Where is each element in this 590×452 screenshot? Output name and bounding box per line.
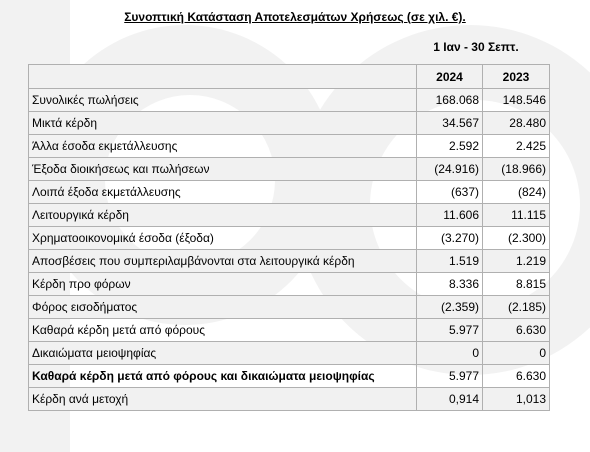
table-row — [29, 204, 550, 227]
row-label: Καθαρά κέρδη μετά από φόρους — [29, 319, 417, 342]
row-label: Αποσβέσεις που συμπεριλαμβάνονται στα λειτουργικά κέρδη — [29, 250, 417, 273]
table-row — [29, 296, 550, 319]
column-header-2023: 2023 — [483, 65, 550, 89]
table-header-row — [29, 65, 550, 89]
value-2024: 5.977 — [417, 319, 483, 342]
value-2024: 34.567 — [417, 112, 483, 135]
value-2023: 0 — [483, 342, 550, 365]
row-label: Λειτουργικά κέρδη — [29, 204, 417, 227]
row-label: Λοιπά έξοδα εκμετάλλευσης — [29, 181, 417, 204]
value-2023: 148.546 — [483, 89, 550, 112]
row-label: Φόρος εισοδήματος — [29, 296, 417, 319]
row-label: Μικτά κέρδη — [29, 112, 417, 135]
value-2023: (2.300) — [483, 227, 550, 250]
table-row — [29, 181, 550, 204]
value-2024: 0 — [417, 342, 483, 365]
value-2024: 8.336 — [417, 273, 483, 296]
table-row — [29, 158, 550, 181]
table-row — [29, 273, 550, 296]
table-row — [29, 250, 550, 273]
row-label: Κέρδη ανά μετοχή — [29, 388, 417, 411]
header-empty-cell — [29, 65, 417, 89]
value-2024: 0,914 — [417, 388, 483, 411]
value-2024: 168.068 — [417, 89, 483, 112]
row-label: Έξοδα διοικήσεως και πωλήσεων — [29, 158, 417, 181]
results-table — [28, 64, 550, 411]
value-2023: 6.630 — [483, 365, 550, 388]
value-2024: (3.270) — [417, 227, 483, 250]
value-2024: 1.519 — [417, 250, 483, 273]
value-2024: (24.916) — [417, 158, 483, 181]
value-2024: 5.977 — [417, 365, 483, 388]
page-title: Συνοπτική Κατάσταση Αποτελεσμάτων Χρήσεως (σε χιλ. €). — [124, 10, 466, 24]
row-label: Χρηματοοικονομικά έσοδα (έξοδα) — [29, 227, 417, 250]
value-2023: 6.630 — [483, 319, 550, 342]
value-2023: (824) — [483, 181, 550, 204]
value-2023: 1,013 — [483, 388, 550, 411]
value-2024: (2.359) — [417, 296, 483, 319]
value-2024: (637) — [417, 181, 483, 204]
table-row — [29, 89, 550, 112]
period-label: 1 Ιαν - 30 Σεπτ. — [433, 40, 519, 54]
table-row — [29, 112, 550, 135]
table-row — [29, 388, 550, 411]
value-2023: 8.815 — [483, 273, 550, 296]
row-label: Κέρδη προ φόρων — [29, 273, 417, 296]
row-label: Καθαρά κέρδη μετά από φόρους και δικαιώματα μειοψηφίας — [29, 365, 417, 388]
value-2023: (2.185) — [483, 296, 550, 319]
table-row — [29, 227, 550, 250]
row-label: Συνολικές πωλήσεις — [29, 89, 417, 112]
table-row — [29, 319, 550, 342]
value-2023: 2.425 — [483, 135, 550, 158]
table-row — [29, 135, 550, 158]
value-2024: 11.606 — [417, 204, 483, 227]
value-2023: 11.115 — [483, 204, 550, 227]
value-2023: 1.219 — [483, 250, 550, 273]
row-label: Άλλα έσοδα εκμετάλλευσης — [29, 135, 417, 158]
row-label: Δικαιώματα μειοψηφίας — [29, 342, 417, 365]
table-row — [29, 365, 550, 388]
value-2023: 28.480 — [483, 112, 550, 135]
value-2023: (18.966) — [483, 158, 550, 181]
table-row — [29, 342, 550, 365]
column-header-2024: 2024 — [417, 65, 483, 89]
value-2024: 2.592 — [417, 135, 483, 158]
